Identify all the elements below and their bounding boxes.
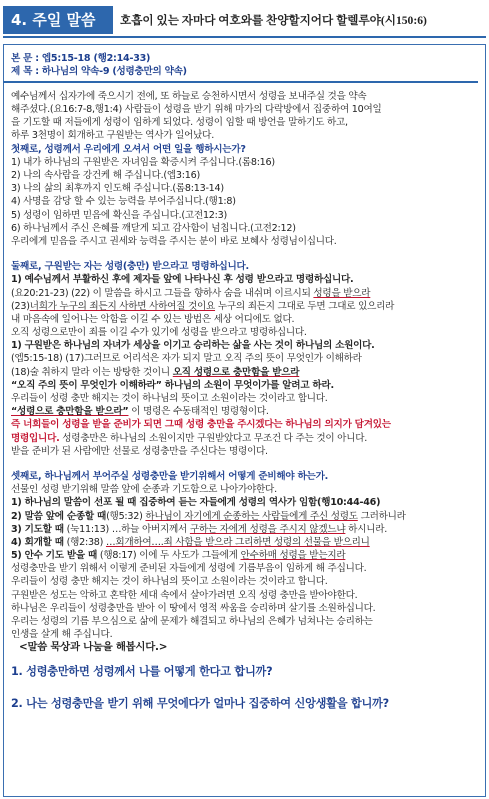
underlined-phrase: 성령을 받으라	[313, 287, 371, 299]
section3-line: 인생을 살게 해 주십니다.	[11, 629, 113, 641]
section2-line: (요20:21-23) (22) 이 말씀을 하시고 그들을 향하사 숨을 내쉬며 이르시되 성령을 받으라	[11, 287, 371, 299]
section3-line: 3) 기도할 때 (눅11:13) …하늘 아버지께서 구하는 자에게 성령을 주시지 않겠느냐 하시니라.	[11, 523, 388, 535]
underlined-phrase: 오직 성령으로 충만함을 받으라	[172, 366, 300, 378]
section3-line: 5) 안수 기도 받을 때 (행8:17) 이에 두 사도가 그들에게 안수하매 성령을 받는지라	[11, 550, 346, 562]
section2-line: 1) 구원받은 하나님의 자녀가 세상을 이기고 승리하는 삶을 사는 것이 하나님의 소원이다.	[11, 340, 375, 352]
closing-heading: <말씀 묵상과 나눔을 해봅시다.>	[19, 641, 168, 654]
section1-summary: 우리에게 믿음을 주시고 권세와 능력을 주시는 분이 바로 보혜사 성령님이십니다.	[11, 235, 337, 247]
underlined-phrase: 구하는 자에게 성령을 주시지 않겠느냐	[189, 523, 346, 535]
question-2: 2. 나는 성령충만을 받기 위해 무엇에다가 얼마나 집중하여 신앙생활을 합니까?	[11, 696, 389, 710]
section1-heading: 첫째로, 성령께서 우리에게 오셔서 어떤 일을 행하시는가?	[11, 143, 246, 155]
section2-heading: 둘째로, 구원받는 자는 성령(충만) 받으라고 명령하십니다.	[11, 261, 249, 273]
section3-line: 우리는 성령의 기름 부으심으로 삶에 문제가 해결되고 하나님의 은혜가 넘쳐나는 승리하는	[11, 616, 373, 627]
header-rule	[3, 36, 486, 38]
intro-line: 하루 3천명이 회개하고 구원받는 역사가 일어났다.	[11, 130, 215, 142]
section1-item: 5) 성령이 임하면 믿음에 확신을 주십니다.(고전12:3)	[11, 209, 227, 221]
underlined-phrase: …회개하여….죄 사함을 받으라 그리하면 성령의 선물을 받으리니	[105, 536, 370, 548]
question-1: 1. 성령충만하면 성령께서 나를 어떻게 한다고 합니까?	[11, 664, 273, 678]
section2-emphasis: 즉 너희들이 성령을 받을 준비가 되면 그때 성령 충만을 주시겠다는 하나님의 의지가 담겨있는	[11, 419, 391, 431]
section3-line: 선물인 성령 받기위해 말씀 앞에 순종과 기도함으로 나아가야한다.	[11, 484, 277, 496]
underlined-phrase: 너희가 누구의 죄든지 사하면 사하여질 것이요	[29, 300, 216, 312]
section3-line: 2) 말씀 앞에 순종할 때(행5:32) 하나님이 자기에게 순종하는 사람들에게 주신 성령도 그러하니라	[11, 510, 406, 522]
section1-item: 3) 나의 삶의 최후까지 인도해 주십니다.(롬8:13-14)	[11, 183, 224, 195]
section3-line: 우리들이 성령 충만 해지는 것이 하나님의 뜻이고 소원이라는 것이라고 합니다.	[11, 576, 328, 588]
section3-line: 성령충만을 받기 위해서 이렇게 준비된 자들에게 성령에 기름부음이 임하게 해 주십니다.	[11, 563, 367, 575]
section1-item: 4) 사명을 감당 할 수 있는 능력을 부어주십니다.(행1:8)	[11, 196, 236, 208]
section2-line: “성령으로 충만함을 받으라” 이 명령은 수동태적인 명령형이다.	[11, 406, 269, 418]
intro-line: 예수님께서 십자가에 죽으시기 전에, 또 하늘로 승천하시면서 성령을 보내주실 것을 약속	[11, 90, 367, 102]
underlined-phrase: “성령으로 충만함을 받으라”	[11, 406, 129, 418]
section2-line: 받을 준비가 된 사람에만 선물로 성령충만을 주신다는 명령이다.	[11, 445, 268, 457]
header-motto: 호흡이 있는 자마다 여호와를 찬양할지어다 할렐루야(시150:6)	[120, 14, 427, 27]
title-line: 제 목 : 하나님의 약속-9 (성령충만의 약속)	[11, 66, 187, 78]
section2-line: (23)너희가 누구의 죄든지 사하면 사하여질 것이요 누구의 죄든지 그대로 두면 그대로 있으리라	[11, 300, 395, 312]
divider	[3, 81, 478, 83]
section1-item: 6) 하나님께서 주신 은혜를 깨닫게 되고 감사함이 넘칩니다.(고전2:12)	[11, 222, 296, 234]
section2-line: 내 마음속에 일어나는 악함을 이길 수 있는 방법은 세상 어디에도 없다.	[11, 313, 295, 325]
section2-line: 1) 예수님께서 부활하신 후에 제자들 앞에 나타나신 후 성령 받으라고 명령하십니다.	[11, 274, 354, 286]
section3-line: 구원받은 성도는 악하고 혼탁한 세대 속에서 살아가려면 오직 성령 충만을 받아야한다.	[11, 589, 358, 601]
section2-line: 우리들이 성령 충만 해지는 것이 하나님의 뜻이고 소원이라는 것이라고 합니다.	[11, 393, 328, 404]
section2-line: 오직 성령으로만이 죄를 이길 수가 있기에 성령을 받으라고 명령하십니다.	[11, 327, 307, 339]
sermon-content	[11, 52, 481, 712]
section3-line: 4) 회개할 때 (행2:38) …회개하여….죄 사함을 받으라 그리하면 성령의 선물을 받으리니	[11, 536, 370, 548]
section2-line: 명령입니다. 성령충만은 하나님의 소원이지만 구원받았다고 무조건 다 주는 것이 아니다.	[11, 432, 368, 444]
section2-line: (엡5:15-18) (17)그러므로 어리석은 자가 되지 말고 오직 주의 뜻이 무엇인가 이해하라	[11, 353, 362, 365]
underlined-phrase: 하나님이 자기에게 순종하는 사람들에게 주신 성령도	[145, 510, 358, 522]
section3-line: 1) 하나님의 말씀이 선포 될 때 집중하여 듣는 자들에게 성령의 역사가 임함(행10:44-46)	[11, 497, 381, 509]
section3-heading: 셋째로, 하나님께서 부어주실 성령충만을 받기위해서 어떻게 준비해야 하는가.	[11, 470, 328, 482]
section2-line: “오직 주의 뜻이 무엇인가 이해하라” 하나님의 소원이 무엇이가를 알려고 하라.	[11, 379, 334, 391]
passage-line: 본 문 : 엡5:15-18 (행2:14-33)	[11, 53, 151, 64]
section1-item: 2) 나의 속사람을 강건케 해 주십니다.(엡3:16)	[11, 170, 200, 181]
intro-line: 해주셨다.(요16:7-8,행1:4) 사람들이 성령을 받기 위해 마가의 다락방에서 집중하여 10여일	[11, 104, 382, 116]
section3-line: 하나님은 우리들이 성령충만을 받아 이 땅에서 영적 싸움을 승리하며 살기를 소원하십니다.	[11, 602, 376, 614]
section2-line: (18)술 취하지 말라 이는 방탕한 것이니 오직 성령으로 충만함을 받으라	[11, 366, 300, 378]
section-tab: 4. 주일 말씀 요약	[3, 6, 113, 34]
section1-item: 1) 내가 하나님의 구원받은 자녀임을 확증시켜 주십니다.(롬8:16)	[11, 156, 275, 168]
underlined-phrase: 안수하매 성령을 받는지라	[240, 550, 346, 562]
intro-line: 을 기도할 때 저들에게 성령이 임하게 되었다. 성령이 임할 때 방언을 말하기도 하고,	[11, 117, 348, 129]
